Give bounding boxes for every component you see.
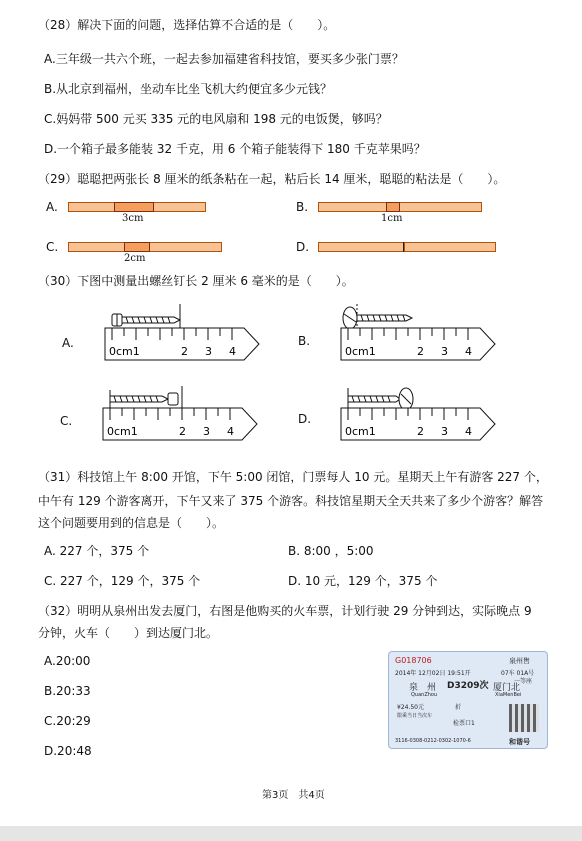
ticket-note: 限乘当日当次车 bbox=[397, 713, 433, 719]
q31-stem-line-1: （31）科技馆上午 8:00 开馆，下午 5:00 闭馆，门票每人 10 元。星期天上午有游客 227 个， bbox=[38, 470, 548, 484]
q32-option-b: B.20:33 bbox=[44, 684, 91, 698]
ruler-label: 0cm1 bbox=[345, 425, 376, 438]
q28-option-b: B.从北京到福州，坐动车比坐飞机大约便宜多少元钱？ bbox=[44, 82, 333, 96]
ticket-class: 一等座 bbox=[514, 678, 533, 685]
paper-strip bbox=[404, 242, 496, 252]
ruler-diagram-c bbox=[102, 380, 262, 444]
q28-option-a: A.三年级一共六个班，一起去参加福建省科技馆，要买多少张门票？ bbox=[44, 52, 404, 66]
ticket-code: 3116-0308-0212-0302-1070-6 bbox=[395, 738, 471, 744]
q30-letter-b: B. bbox=[298, 334, 311, 348]
ticket-datetime: 2014年 12月02日 19:51开 bbox=[395, 670, 471, 677]
q29-letter-d: D. bbox=[296, 240, 310, 254]
ticket-qr-code bbox=[509, 704, 539, 732]
ruler-label: 2 bbox=[181, 345, 188, 358]
q30-letter-c: C. bbox=[60, 414, 73, 428]
q28-option-d: D.一个箱子最多能装 32 千克，用 6 个箱子能装得下 180 千克苹果吗？ bbox=[44, 142, 426, 156]
ticket-to-pinyin: XiaMenBei bbox=[495, 692, 522, 698]
q29-letter-c: C. bbox=[46, 240, 59, 254]
q31-stem-line-3: 这个问题要用到的信息是（ ）。 bbox=[38, 516, 225, 530]
screw-icon bbox=[343, 304, 412, 329]
ticket-from: 泉 州 bbox=[409, 683, 437, 693]
ruler-label: 2 bbox=[417, 425, 424, 438]
ruler-label: 3 bbox=[203, 425, 210, 438]
ruler-label: 4 bbox=[229, 345, 236, 358]
q29-stem: （29）聪聪把两张长 8 厘米的纸条粘在一起，粘后长 14 厘米，聪聪的粘法是（ ）。 bbox=[38, 172, 506, 186]
q32-option-a: A.20:00 bbox=[44, 654, 91, 668]
overlap-label: 1cm bbox=[381, 213, 403, 224]
ruler-label: 2 bbox=[417, 345, 424, 358]
ruler-label: 4 bbox=[227, 425, 234, 438]
q31-stem-line-2: 中午有 129 个游客离开，下午又来了 375 个游客。科技馆星期天全天共来了多少个游客？解答 bbox=[38, 494, 544, 508]
q31-option-b: B. 8:00 ，5:00 bbox=[288, 544, 374, 558]
ruler-label: 4 bbox=[465, 425, 472, 438]
ticket-seat: 07车 01A号 bbox=[501, 670, 535, 677]
ruler-diagram-a bbox=[104, 300, 264, 364]
ruler-label: 0cm1 bbox=[107, 425, 138, 438]
ticket-stamp: 和谐号 bbox=[509, 738, 530, 746]
q28-stem: （28）解决下面的问题，选择估算不合适的是（ ）。 bbox=[38, 18, 336, 32]
ruler-label: 4 bbox=[465, 345, 472, 358]
ruler-label: 3 bbox=[441, 345, 448, 358]
ticket-serial: G018706 bbox=[395, 656, 432, 665]
train-ticket bbox=[388, 651, 548, 749]
overlap-region bbox=[124, 242, 150, 252]
screw-icon bbox=[348, 388, 413, 410]
ruler-label: 0cm1 bbox=[109, 345, 140, 358]
q32-option-d: D.20:48 bbox=[44, 744, 92, 758]
q29-letter-a: A. bbox=[46, 200, 58, 214]
bottom-bar bbox=[0, 826, 582, 841]
ruler-diagram-d bbox=[340, 380, 500, 444]
screw-icon bbox=[110, 386, 182, 408]
ticket-train-number: D3209次 bbox=[447, 681, 489, 691]
join-line bbox=[403, 242, 404, 252]
q31-option-c: C. 227 个，129 个，375 个 bbox=[44, 574, 201, 588]
ruler-diagram-b bbox=[340, 300, 500, 364]
q32-stem-line-2: 分钟，火车（ ）到达厦门北。 bbox=[38, 626, 219, 640]
ticket-gate: 检票口1 bbox=[453, 720, 475, 727]
ruler-label: 3 bbox=[441, 425, 448, 438]
ticket-station-tag: 泉州售 bbox=[509, 657, 530, 665]
overlap-region bbox=[114, 202, 154, 212]
screw-icon bbox=[112, 304, 180, 328]
paper-strip bbox=[318, 242, 404, 252]
ticket-discount: 折 bbox=[455, 704, 462, 711]
ticket-from-pinyin: QuanZhou bbox=[411, 692, 438, 698]
q28-option-c: C.妈妈带 500 元买 335 元的电风扇和 198 元的电饭煲，够吗？ bbox=[44, 112, 388, 126]
page-number: 第3页 共4页 bbox=[262, 790, 325, 801]
overlap-label: 2cm bbox=[124, 253, 146, 264]
q30-letter-a: A. bbox=[62, 336, 74, 350]
ticket-to: 厦门北 bbox=[493, 683, 521, 693]
q30-letter-d: D. bbox=[298, 412, 312, 426]
overlap-region bbox=[386, 202, 400, 212]
ruler-label: 3 bbox=[205, 345, 212, 358]
ruler-label: 0cm1 bbox=[345, 345, 376, 358]
q32-stem-line-1: （32）明明从泉州出发去厦门，右图是他购买的火车票，计划行驶 29 分钟到达，实际晚点 9 bbox=[38, 604, 532, 618]
ruler-label: 2 bbox=[179, 425, 186, 438]
ticket-price: ¥24.50元 bbox=[397, 704, 424, 711]
q31-option-d: D. 10 元，129 个，375 个 bbox=[288, 574, 438, 588]
q30-stem: （30）下图中测量出螺丝钉长 2 厘米 6 毫米的是（ ）。 bbox=[38, 274, 354, 288]
q32-option-c: C.20:29 bbox=[44, 714, 91, 728]
overlap-label: 3cm bbox=[122, 213, 144, 224]
q29-letter-b: B. bbox=[296, 200, 309, 214]
q31-option-a: A. 227 个，375 个 bbox=[44, 544, 150, 558]
paper-strip bbox=[386, 202, 482, 212]
